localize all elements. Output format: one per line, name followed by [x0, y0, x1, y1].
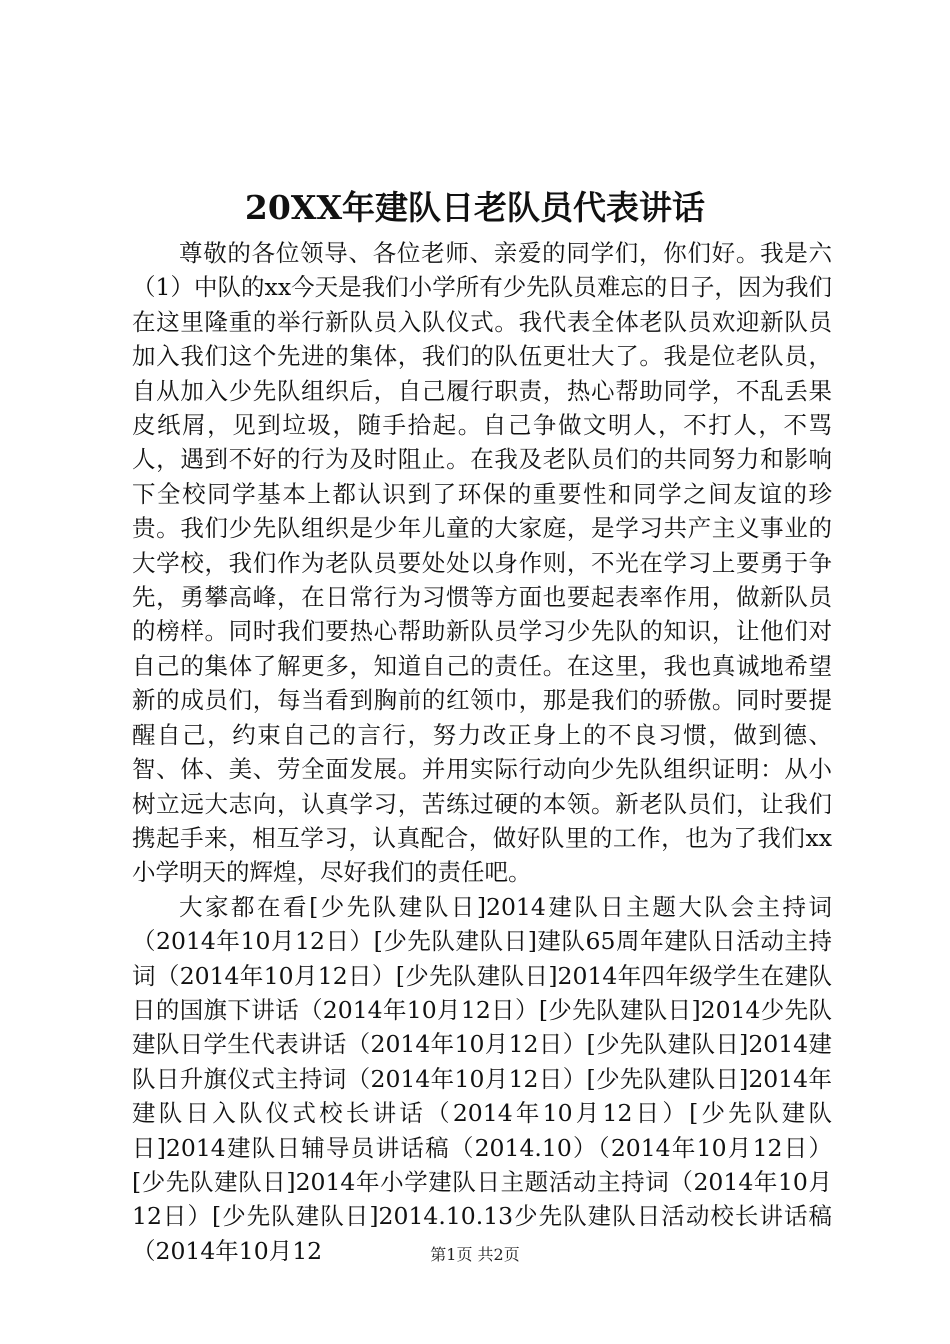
document-title: 20XX年建队日老队员代表讲话 [244, 188, 706, 227]
page-number-footer: 第1页 共2页 [430, 1245, 520, 1264]
document-body [132, 236, 832, 1268]
speech-paragraph: 尊敬的各位领导、各位老师、亲爱的同学们，你们好。我是六（1）中队的xx今天是我们小学所有少先队员难忘的日子，因为我们在这里隆重的举行新队员入队仪式。我代表全体老队员欢迎新队员加入我们这个先进的集体，我们的队伍更壮大了。我是位老队员，自从加入少先队组织后，自己履行职责，热心帮助同学，不乱丢果皮纸屑，见到垃圾，随手拾起。自己争做文明人，不打人，不骂人，遇到不好的行为及时阻止。在我及老队员们的共同努力和影响下全校同学基本上都认识到了环保的重要性和同学之间友谊的珍贵。我们少先队组织是少年儿童的大家庭，是学习共产主义事业的大学校，我们作为老队员要处处以身作则，不光在学习上要勇于争先，勇攀高峰，在日常行为习惯等方面也要起表率作用，做新队员的榜样。同时我们要热心帮助新队员学习少先队的知识，让他们对自己的集体了解更多，知道自己的责任。在这里，我也真诚地希望新的成员们，每当看到胸前的红领巾，那是我们的骄傲。同时要提醒自己，约束自己的言行，努力改正身上的不良习惯，做到德、智、体、美、劳全面发展。并用实际行动向少先队组织证明：从小树立远大志向，认真学习，苦练过硬的本领。新老队员们，让我们携起手来，相互学习，认真配合，做好队里的工作，也为了我们xx小学明天的辉煌，尽好我们的责任吧。 [132, 239, 832, 887]
related-links-paragraph: 大家都在看[少先队建队日]2014建队日主题大队会主持词（2014年10月12日）[少先队建队日]建队65周年建队日活动主持词（2014年10月12日）[少先队建队日]2014年四年级学生在建队日的国旗下讲话（2014年10月12日）[少先队建队日]2014少先队建队日学生代表讲话（2014年10月12日）[少先队建队日]2014建队日升旗仪式主持词（2014年10月12日）[少先队建队日]2014年建队日入队仪式校长讲话（2014年10月12日）[少先队建队日]2014建队日辅导员讲话稿（2014.10）（2014年10月12日）[少先队建队日]2014年小学建队日主题活动主持词（2014年10月12日）[少先队建队日]2014.10.13少先队建队日活动校长讲话稿（2014年10月12 [132, 892, 832, 1265]
